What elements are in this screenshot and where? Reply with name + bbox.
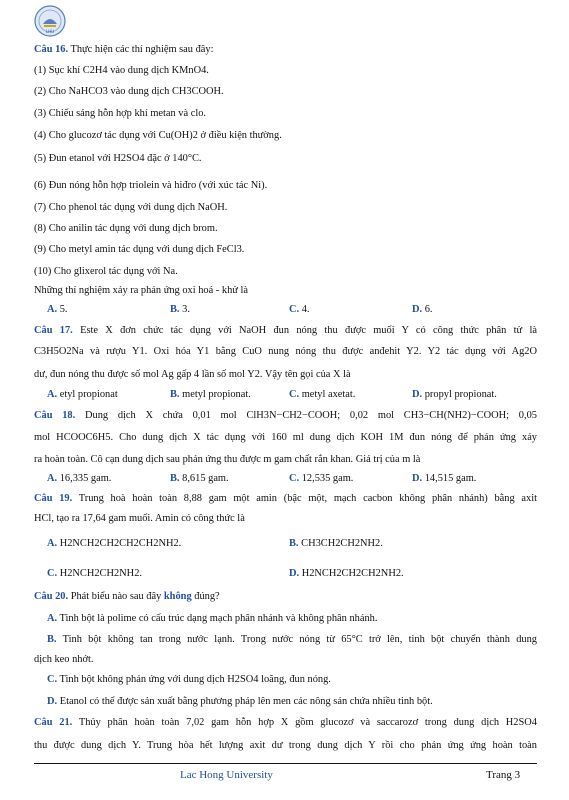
option-d[interactable]: D. 6. bbox=[412, 304, 433, 315]
q20-option-b[interactable]: B. Tinh bột không tan trong nước lạnh. Trong nước nóng từ 65°C trở lên, tinh bột chuyển thành dung bbox=[47, 634, 537, 645]
q16-ask: Những thí nghiệm xảy ra phản ứng oxi hoá - khử là bbox=[34, 285, 248, 296]
q19-options-cd bbox=[34, 567, 537, 580]
footer-divider bbox=[34, 763, 537, 764]
question-number: Câu 20. bbox=[34, 591, 69, 602]
q16-item-10: (10) Cho glixerol tác dụng với Na. bbox=[34, 266, 178, 277]
option-b[interactable]: B. 3. bbox=[170, 304, 190, 315]
question-number: Câu 21. bbox=[34, 717, 73, 728]
option-b[interactable]: B. metyl propionat. bbox=[170, 389, 251, 400]
option-c[interactable]: C. 12,535 gam. bbox=[289, 473, 354, 484]
footer-page-number: Trang 3 bbox=[486, 769, 521, 781]
q20-option-c[interactable]: C. Tinh bột không phản ứng với dung dịch H2SO4 loãng, đun nóng. bbox=[47, 674, 331, 685]
q16-item-5: (5) Đun etanol với H2SO4 đặc ở 140°C. bbox=[34, 153, 202, 164]
option-c[interactable]: C. metyl axetat. bbox=[289, 389, 356, 400]
q18-options bbox=[34, 472, 537, 485]
q19-line-2: HCl, tạo ra 17,64 gam muối. Amin có công thức là bbox=[34, 513, 245, 524]
option-c[interactable]: C. 4. bbox=[289, 304, 310, 315]
q19-options-ab bbox=[34, 537, 537, 550]
footer-university: Lac Hong University bbox=[180, 769, 273, 781]
q17-line-3: dư, đun nóng thu được số mol Ag gấp 4 lần số mol Y2. Vậy tên gọi của X là bbox=[34, 369, 351, 380]
option-b[interactable]: B. CH3CH2CH2NH2. bbox=[289, 538, 383, 549]
q20-stem: Câu 20. Phát biểu nào sau đây không đúng? bbox=[34, 591, 220, 602]
q16-item-7: (7) Cho phenol tác dụng với dung dịch NaOH. bbox=[34, 202, 228, 213]
q17-line-2: C3H5O2Na và rượu Y1. Oxi hóa Y1 bằng CuO nung nóng thu được anđehit Y2. Y2 tác dụng với Ag2O bbox=[34, 346, 537, 357]
q16-item-6: (6) Đun nóng hỗn hợp triolein và hiđro (với xúc tác Ni). bbox=[34, 180, 268, 191]
q16-stem: Câu 16. Thực hiện các thí nghiệm sau đây: bbox=[34, 44, 214, 55]
q16-options bbox=[34, 303, 537, 316]
university-logo bbox=[34, 5, 66, 37]
q18-line-3: ra hoàn toàn. Cô cạn dung dịch sau phản ứng thu được m gam chất rắn khan. Giá trị của m là bbox=[34, 454, 421, 465]
question-number: Câu 16. bbox=[34, 44, 69, 55]
q20-option-d[interactable]: D. Etanol có thể được sản xuất bằng phương pháp lên men các nông sản chứa nhiều tinh bột. bbox=[47, 696, 433, 707]
q16-item-2: (2) Cho NaHCO3 vào dung dịch CH3COOH. bbox=[34, 86, 224, 97]
q17-options bbox=[34, 388, 537, 401]
q21-line-1: Câu 21. Thủy phân hoàn toàn 7,02 gam hỗn hợp X gồm glucozơ và saccarozơ trong dung dịch H2SO4 bbox=[34, 717, 537, 728]
q16-item-9: (9) Cho metyl amin tác dụng với dung dịch FeCl3. bbox=[34, 244, 245, 255]
option-a[interactable]: A. 16,335 gam. bbox=[47, 473, 112, 484]
option-a[interactable]: A. 5. bbox=[47, 304, 68, 315]
q16-item-3: (3) Chiếu sáng hỗn hợp khí metan và clo. bbox=[34, 108, 206, 119]
question-number: Câu 17. bbox=[34, 325, 73, 336]
q19-line-1: Câu 19. Trung hoà hoàn toàn 8,88 gam một amin (bậc một, mạch cacbon không phân nhánh) bằng axit bbox=[34, 493, 537, 504]
q16-item-1: (1) Sục khí C2H4 vào dung dịch KMnO4. bbox=[34, 65, 209, 76]
q16-item-8: (8) Cho anilin tác dụng với dung dịch brom. bbox=[34, 223, 218, 234]
option-d[interactable]: D. 14,515 gam. bbox=[412, 473, 477, 484]
option-c[interactable]: C. H2NCH2CH2NH2. bbox=[47, 568, 142, 579]
keyword-khong: không bbox=[163, 591, 192, 602]
option-a[interactable]: A. H2NCH2CH2CH2CH2NH2. bbox=[47, 538, 182, 549]
q20-option-b-cont: dịch keo nhớt. bbox=[34, 654, 94, 665]
q20-option-a[interactable]: A. Tinh bột là polime có cấu trúc dạng mạch phân nhánh và không phân nhánh. bbox=[47, 613, 378, 624]
q18-line-2: mol HCOOC6H5. Cho dung dịch X tác dụng với 160 ml dung dịch KOH 1M đun nóng để phản ứng xảy bbox=[34, 432, 537, 443]
option-d[interactable]: D. H2NCH2CH2CH2NH2. bbox=[289, 568, 404, 579]
q18-line-1: Câu 18. Dung dịch X chứa 0,01 mol ClH3N−CH2−COOH; 0,02 mol CH3−CH(NH2)−COOH; 0,05 bbox=[34, 410, 537, 421]
q17-line-1: Câu 17. Este X đơn chức tác dụng với NaOH đun nóng thu được muối Y có công thức phân tử là bbox=[34, 325, 537, 336]
q21-line-2: thu được dung dịch Y. Trung hòa hết lượng axit dư trong dung dịch Y rồi cho phản ứng ứng hoàn toàn bbox=[34, 740, 537, 751]
question-number: Câu 19. bbox=[34, 493, 73, 504]
q16-item-4: (4) Cho glucozơ tác dụng với Cu(OH)2 ở điều kiện thường. bbox=[34, 130, 282, 141]
option-b[interactable]: B. 8,615 gam. bbox=[170, 473, 229, 484]
option-a[interactable]: A. etyl propionat bbox=[47, 389, 118, 400]
logo-text: LHU bbox=[45, 29, 55, 34]
question-number: Câu 18. bbox=[34, 410, 76, 421]
option-d[interactable]: D. propyl propionat. bbox=[412, 389, 497, 400]
